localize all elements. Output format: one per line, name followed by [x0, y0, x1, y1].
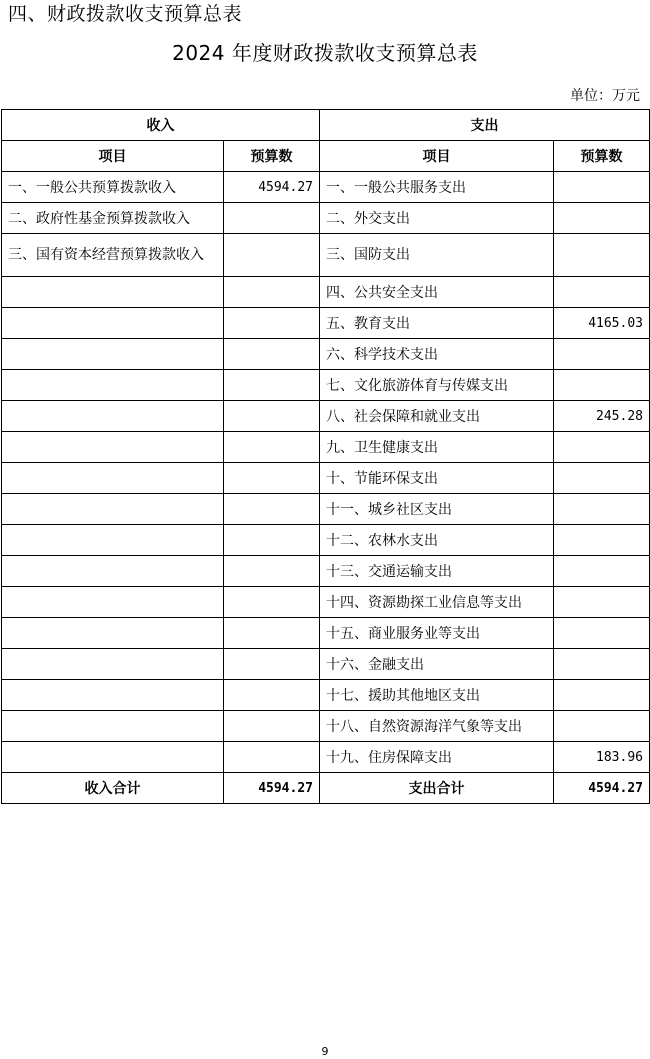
income-amount-cell [224, 463, 320, 494]
expense-item-cell: 二、外交支出 [320, 203, 554, 234]
expense-amount-cell [554, 339, 650, 370]
income-amount-cell [224, 339, 320, 370]
income-amount-cell [224, 525, 320, 556]
page-number: 9 [321, 1045, 329, 1058]
table-row [2, 432, 650, 463]
income-item-cell [2, 432, 224, 463]
expense-amount-cell [554, 463, 650, 494]
section-heading: 四、财政拨款收支预算总表 [8, 3, 243, 25]
expense-item-cell: 九、卫生健康支出 [320, 432, 554, 463]
income-item-cell [2, 525, 224, 556]
table-row [2, 494, 650, 525]
expense-amount-cell [554, 525, 650, 556]
table-row [2, 463, 650, 494]
income-amount-cell [224, 370, 320, 401]
expense-item-cell: 四、公共安全支出 [320, 277, 554, 308]
income-amount-cell [224, 649, 320, 680]
page-title: 2024 年度财政拨款收支预算总表 [172, 41, 478, 65]
expense-item-cell: 十九、住房保障支出 [320, 742, 554, 773]
expense-item-cell: 六、科学技术支出 [320, 339, 554, 370]
expense-amount-cell [554, 203, 650, 234]
income-item-cell [2, 277, 224, 308]
income-amount-cell [224, 432, 320, 463]
expense-amount-cell [554, 234, 650, 277]
expense-item-cell: 十五、商业服务业等支出 [320, 618, 554, 649]
expense-amount-cell: 183.96 [554, 742, 650, 773]
income-amount-cell [224, 618, 320, 649]
income-item-cell [2, 680, 224, 711]
table-row [2, 234, 650, 277]
expense-amount-cell [554, 172, 650, 203]
budget-table [1, 109, 650, 804]
expense-item-cell: 五、教育支出 [320, 308, 554, 339]
income-item-cell: 二、政府性基金预算拨款收入 [2, 203, 224, 234]
income-item-header: 项目 [2, 141, 224, 172]
income-item-cell [2, 370, 224, 401]
income-amount-cell [224, 401, 320, 432]
income-item-cell: 三、国有资本经营预算拨款收入 [2, 234, 224, 277]
income-amount-cell [224, 203, 320, 234]
expense-item-cell: 十一、城乡社区支出 [320, 494, 554, 525]
income-amount-cell [224, 587, 320, 618]
table-body [2, 172, 650, 773]
expense-amount-cell [554, 711, 650, 742]
expense-total-label: 支出合计 [320, 773, 554, 804]
income-total-amount: 4594.27 [224, 773, 320, 804]
expense-item-cell: 十、节能环保支出 [320, 463, 554, 494]
income-amount-cell [224, 308, 320, 339]
income-amount-cell [224, 556, 320, 587]
table-row [2, 618, 650, 649]
expense-item-header: 项目 [320, 141, 554, 172]
table-row [2, 649, 650, 680]
income-amount-cell: 4594.27 [224, 172, 320, 203]
income-amount-header: 预算数 [224, 141, 320, 172]
expense-header: 支出 [320, 110, 650, 141]
expense-amount-cell [554, 494, 650, 525]
table-row [2, 711, 650, 742]
table-row [2, 277, 650, 308]
income-amount-cell [224, 277, 320, 308]
income-amount-cell [224, 494, 320, 525]
income-item-cell [2, 618, 224, 649]
table-row [2, 556, 650, 587]
income-amount-cell [224, 711, 320, 742]
expense-amount-cell [554, 680, 650, 711]
expense-amount-cell [554, 370, 650, 401]
income-amount-cell [224, 742, 320, 773]
income-item-cell [2, 401, 224, 432]
income-amount-cell [224, 680, 320, 711]
expense-amount-cell [554, 618, 650, 649]
totals-row [2, 773, 650, 804]
income-item-cell [2, 494, 224, 525]
expense-item-cell: 十二、农林水支出 [320, 525, 554, 556]
income-header: 收入 [2, 110, 320, 141]
income-item-cell: 一、一般公共预算拨款收入 [2, 172, 224, 203]
expense-amount-cell [554, 556, 650, 587]
income-item-cell [2, 711, 224, 742]
expense-amount-cell: 4165.03 [554, 308, 650, 339]
expense-item-cell: 十七、援助其他地区支出 [320, 680, 554, 711]
expense-amount-cell [554, 432, 650, 463]
table-row [2, 587, 650, 618]
expense-amount-cell [554, 587, 650, 618]
expense-item-cell: 七、文化旅游体育与传媒支出 [320, 370, 554, 401]
table-header-row-groups [2, 110, 650, 141]
income-item-cell [2, 308, 224, 339]
table-row [2, 172, 650, 203]
expense-item-cell: 十三、交通运输支出 [320, 556, 554, 587]
table-row [2, 525, 650, 556]
table-header-row-columns [2, 141, 650, 172]
table-row [2, 680, 650, 711]
income-item-cell [2, 649, 224, 680]
income-item-cell [2, 339, 224, 370]
table-row [2, 203, 650, 234]
income-item-cell [2, 742, 224, 773]
income-item-cell [2, 556, 224, 587]
expense-item-cell: 十八、自然资源海洋气象等支出 [320, 711, 554, 742]
income-amount-cell [224, 234, 320, 277]
expense-amount-cell [554, 277, 650, 308]
expense-amount-cell: 245.28 [554, 401, 650, 432]
table-row [2, 308, 650, 339]
expense-item-cell: 八、社会保障和就业支出 [320, 401, 554, 432]
unit-label: 单位：万元 [570, 88, 640, 104]
income-total-label: 收入合计 [2, 773, 224, 804]
income-item-cell [2, 463, 224, 494]
table-row [2, 370, 650, 401]
expense-amount-header: 预算数 [554, 141, 650, 172]
expense-item-cell: 一、一般公共服务支出 [320, 172, 554, 203]
expense-total-amount: 4594.27 [554, 773, 650, 804]
table-row [2, 742, 650, 773]
expense-item-cell: 十六、金融支出 [320, 649, 554, 680]
expense-item-cell: 十四、资源勘探工业信息等支出 [320, 587, 554, 618]
expense-item-cell: 三、国防支出 [320, 234, 554, 277]
table-row [2, 401, 650, 432]
table-row [2, 339, 650, 370]
income-item-cell [2, 587, 224, 618]
expense-amount-cell [554, 649, 650, 680]
